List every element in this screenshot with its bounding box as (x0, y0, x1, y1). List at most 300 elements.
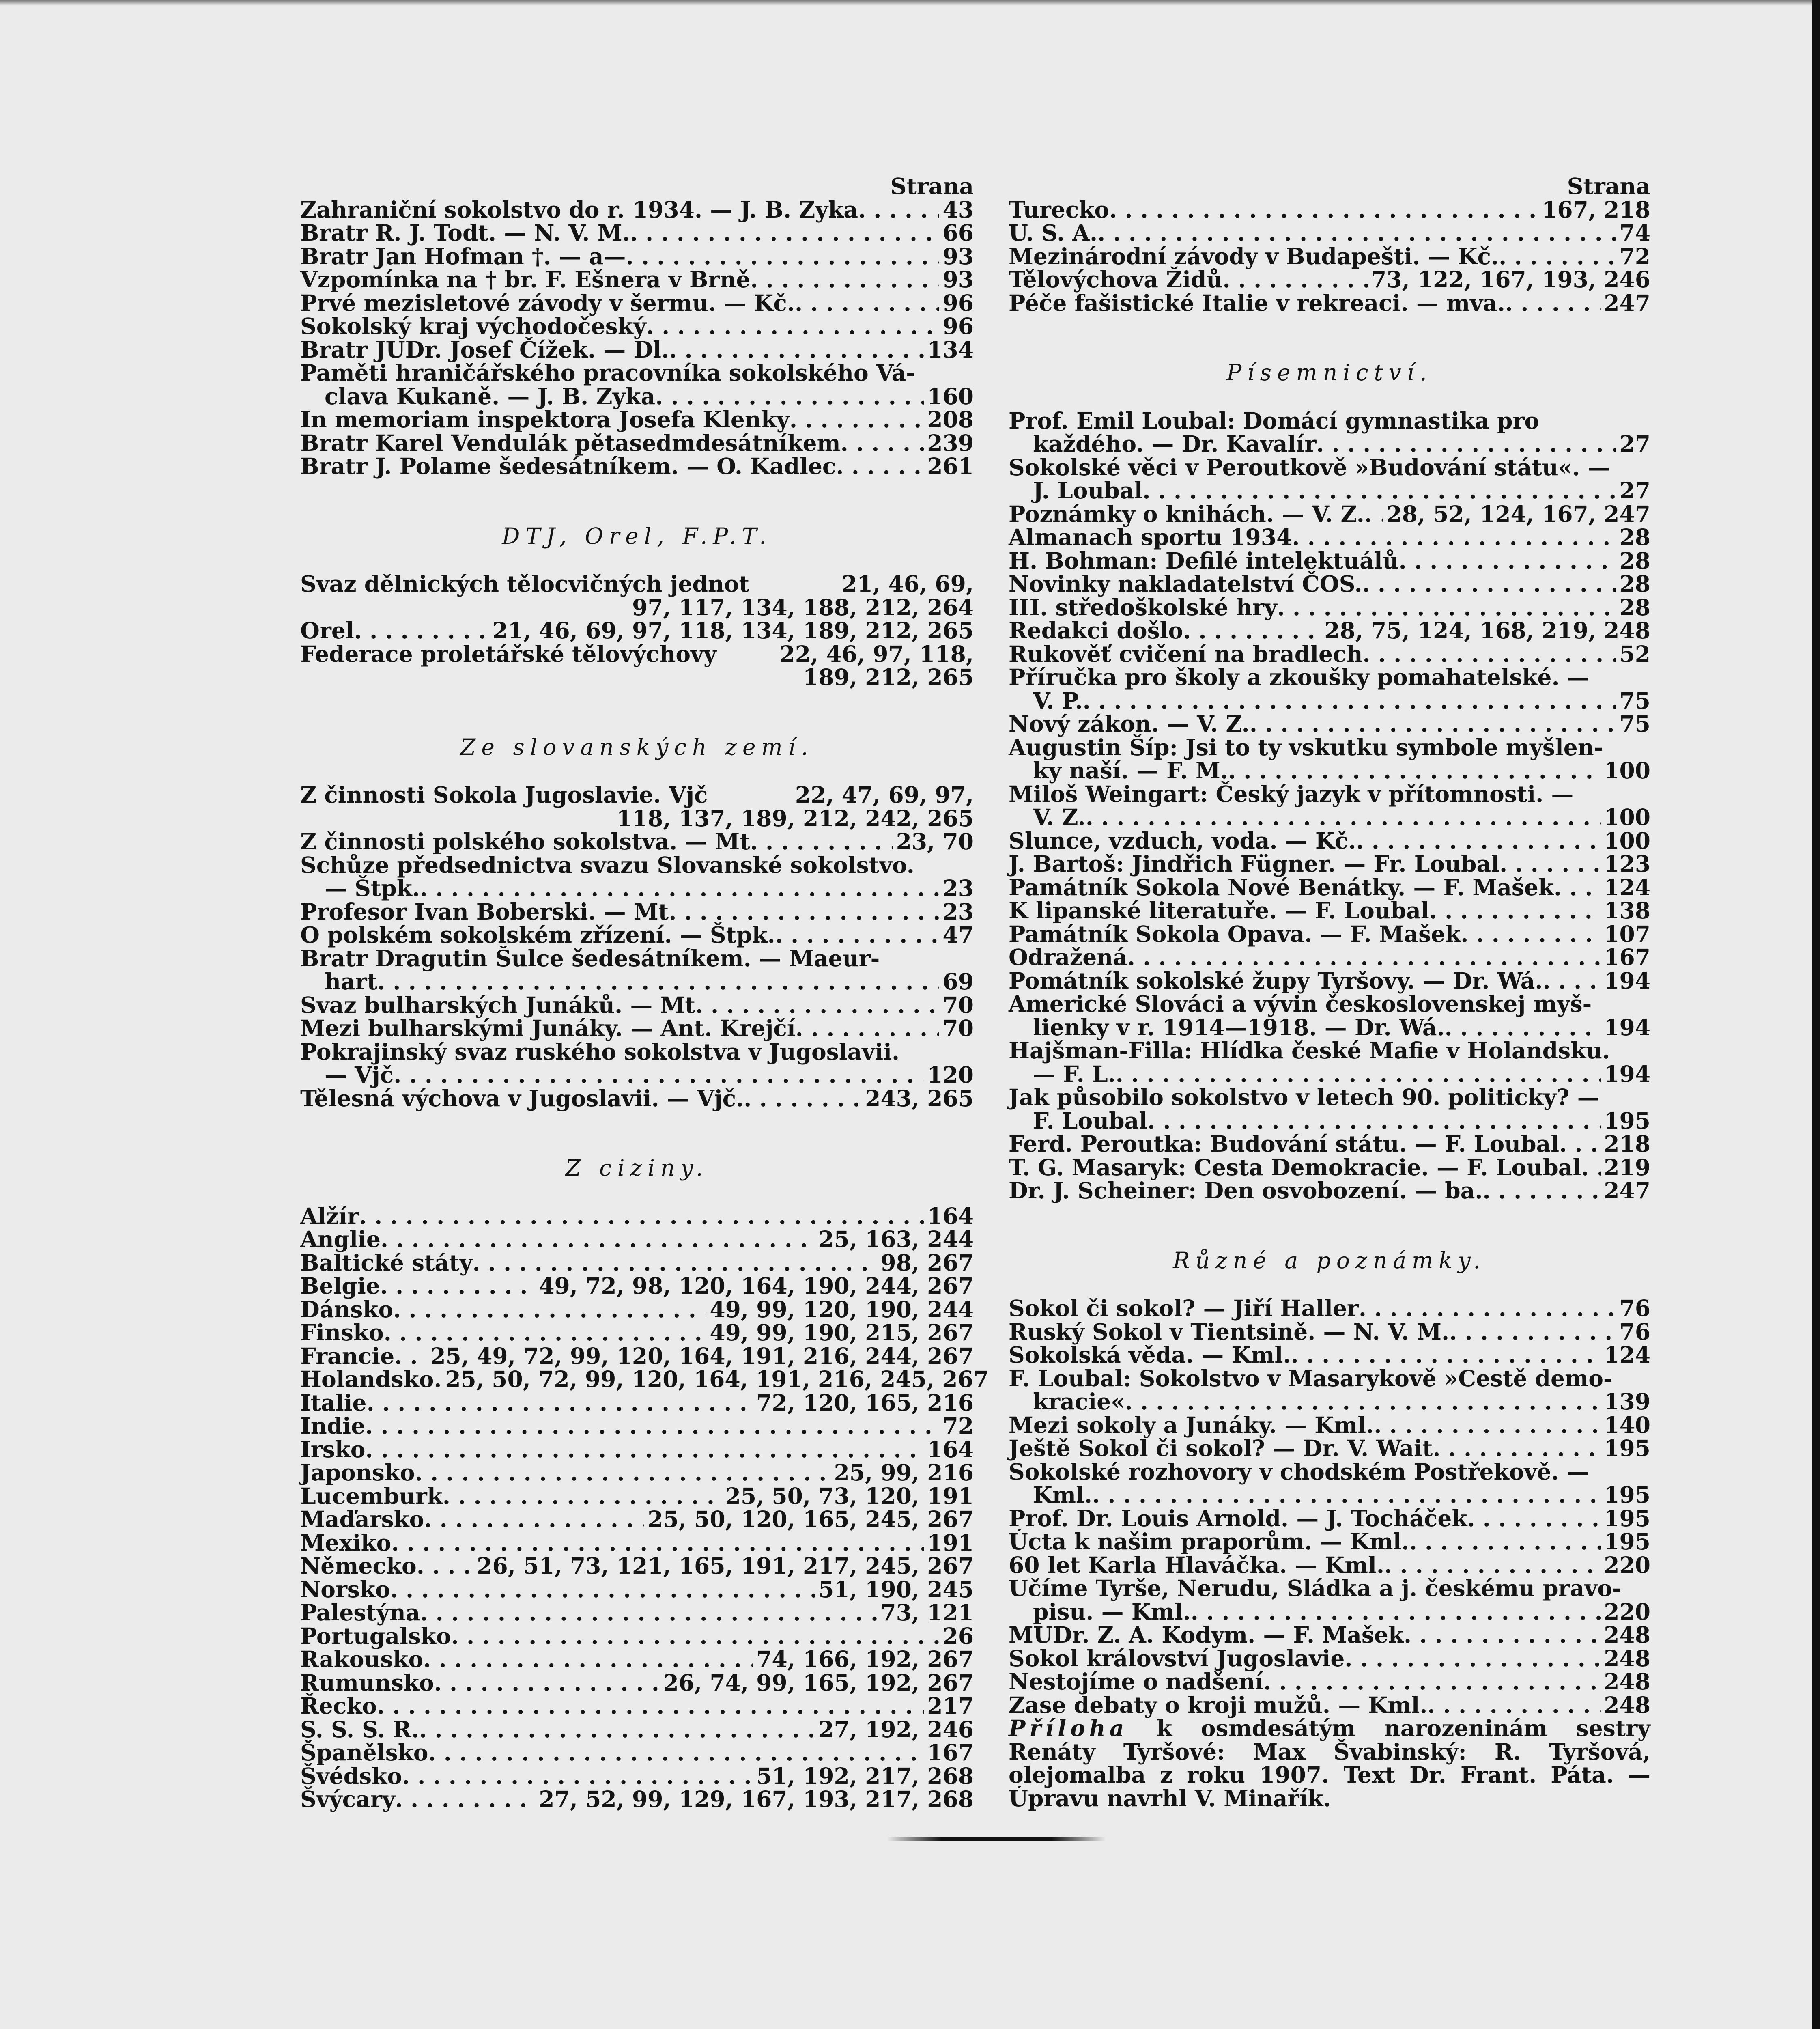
dot-leader (655, 385, 924, 408)
index-entry (300, 221, 974, 245)
dot-leader (1505, 291, 1601, 315)
entry-title: Úcta k našim praporům. — Kml. (1009, 1528, 1409, 1555)
entry-pages: 140 (1604, 1411, 1650, 1438)
entry-title: Baltické státy (300, 1249, 473, 1276)
entry-title: Sokol království Jugoslavie (1009, 1645, 1345, 1671)
dot-leader (1127, 946, 1601, 969)
dot-leader (1364, 502, 1383, 526)
index-entry (1009, 1086, 1650, 1109)
entry-pages: 124 (1604, 1342, 1650, 1368)
supplement-lead: Příloha (1009, 1715, 1128, 1741)
entry-title: H. Bohman: Defilé intelektuálů (1009, 547, 1399, 574)
entry-title: S. S. S. R. (300, 1716, 420, 1743)
entry-pages: 97, 117, 134, 188, 212, 264 (632, 594, 974, 620)
dot-leader (423, 1648, 753, 1671)
entry-title: Italie (300, 1389, 367, 1416)
index-entry (300, 454, 974, 478)
index-entry (300, 666, 974, 689)
entry-pages: 72, 120, 165, 216 (756, 1389, 974, 1416)
entry-title: Ferd. Peroutka: Budování státu. — F. Loubal (1009, 1131, 1560, 1157)
entry-pages: 96 (942, 289, 974, 316)
dot-leader (1542, 969, 1601, 993)
entry-title: Portugalsko (300, 1622, 451, 1649)
index-entry (300, 1344, 974, 1368)
entry-title: Dánsko (300, 1296, 394, 1323)
index-entry (1009, 1039, 1650, 1062)
entry-pages: 120 (927, 1062, 974, 1088)
index-entry (1009, 689, 1650, 713)
entry-title: Vzpomínka na † br. F. Ešnera v Brně (300, 266, 751, 293)
dot-leader (1467, 1507, 1601, 1530)
index-entry (300, 1366, 989, 1392)
index-entry (1009, 1507, 1650, 1530)
entry-title: Památník Sokola Nové Benátky. — F. Mašek (1009, 874, 1554, 900)
entry-pages: 23 (942, 898, 974, 925)
entry-title: Zahraniční sokolstvo do r. 1934. — J. B. Zyka (300, 196, 858, 223)
dot-leader (402, 1764, 753, 1788)
dot-leader (377, 1694, 924, 1718)
entry-title: Irsko (300, 1436, 366, 1463)
entry-title: Bratr JUDr. Josef Čížek. — Dl. (300, 336, 669, 363)
entry-pages: 194 (1604, 1060, 1650, 1087)
entry-title: Redakci došlo (1009, 617, 1183, 644)
index-entry (300, 1788, 974, 1811)
dot-leader (1109, 198, 1538, 222)
index-entry (1009, 1483, 1650, 1507)
index-entry (1009, 1297, 1650, 1320)
dot-leader (1559, 1132, 1601, 1156)
index-entry (1009, 852, 1650, 876)
dot-leader (1499, 245, 1616, 268)
dot-leader (1499, 852, 1601, 876)
index-entry (300, 947, 974, 970)
entry-pages: 219 (1604, 1154, 1650, 1180)
entry-pages: 51, 190, 245 (818, 1576, 974, 1603)
entry-title: Péče fašistické Italie v rekreaci. — mva. (1009, 289, 1505, 316)
index-entry (1009, 549, 1650, 573)
entry-title: lienky v r. 1914—1918. — Dr. Wá. (1033, 1014, 1445, 1040)
index-entry (300, 361, 974, 385)
index-entry (300, 619, 974, 642)
dot-leader (420, 877, 939, 900)
entry-pages: 139 (1604, 1388, 1650, 1415)
entry-title: Holandsko (300, 1366, 434, 1392)
entry-pages: 75 (1619, 711, 1650, 737)
index-entry (300, 1017, 974, 1040)
section-title-literature: Písemnictví. (1226, 360, 1433, 386)
entry-pages: 70 (942, 1015, 974, 1041)
entry-pages: 160 (927, 383, 974, 409)
index-entry (300, 385, 974, 408)
entry-title: Dr. J. Scheiner: Den osvobození. — ba. (1009, 1177, 1483, 1204)
entry-pages: 73, 121 (880, 1599, 974, 1626)
entry-title: V. P. (1033, 687, 1083, 714)
index-entry (1009, 1600, 1650, 1624)
index-entry (300, 1414, 974, 1438)
dot-leader (1183, 619, 1321, 642)
index-entry (1009, 1132, 1650, 1156)
index-entry (300, 1087, 974, 1110)
dot-leader (1445, 1016, 1601, 1039)
index-entry (1009, 1460, 1650, 1484)
entry-pages: 167 (1604, 944, 1650, 970)
entry-pages: 248 (1604, 1691, 1650, 1718)
index-entry (300, 1484, 974, 1508)
entry-title: Mezi sokoly a Junáky. — Kml. (1009, 1411, 1374, 1438)
dot-leader (359, 1204, 924, 1228)
index-entry (1009, 1390, 1650, 1413)
entry-pages: 72 (942, 1413, 974, 1439)
entry-title: Prof. Dr. Louis Arnold. — J. Tocháček (1009, 1505, 1467, 1531)
index-entry (1009, 1320, 1650, 1344)
entry-title: clava Kukaně. — J. B. Zyka (325, 383, 656, 409)
entry-pages: 248 (1604, 1668, 1650, 1695)
entry-pages: 261 (927, 453, 974, 479)
entry-title: Sokolské rozhovory v chodském Postřekově. — (1009, 1458, 1589, 1485)
dot-leader (434, 1671, 660, 1695)
entry-title: Prof. Emil Loubal: Domácí gymnastika pro (1009, 407, 1540, 434)
entry-title: Orel (300, 617, 354, 644)
dot-leader (1345, 1647, 1601, 1670)
index-entry (300, 1251, 974, 1275)
dot-leader (434, 1368, 442, 1391)
page-column-header: Strana (890, 173, 974, 199)
index-entry (300, 1274, 974, 1298)
dot-leader (1097, 221, 1616, 245)
index-entry (300, 1228, 974, 1251)
entry-pages: 189, 212, 265 (802, 664, 974, 690)
dot-leader (380, 1274, 536, 1298)
entry-title: Mezinárodní závody v Budapešti. — Kč. (1009, 243, 1499, 269)
index-entry (1009, 992, 1650, 1016)
entry-title: Památník Sokola Opava. — F. Mašek (1009, 920, 1461, 947)
entry-title: Poznámky o knihách. — V. Z. (1009, 500, 1364, 527)
entry-title: Nestojíme o nadšení (1009, 1668, 1264, 1695)
entry-title: F. Loubal (1033, 1107, 1148, 1134)
index-entry (1009, 291, 1650, 315)
entry-title: Německo (300, 1553, 417, 1579)
entry-title: Americké Slováci a vývin československej myš- (1009, 991, 1592, 1017)
entry-title: Palestýna (300, 1599, 420, 1626)
entry-pages: 124 (1604, 874, 1650, 900)
entry-title: Miloš Weingart: Český jazyk v přítomnosti. — (1009, 780, 1574, 807)
entry-title: Augustin Šíp: Jsi to ty vskutku symbole myšlen- (1009, 734, 1603, 760)
dot-leader (428, 1741, 924, 1764)
dot-leader (775, 923, 940, 947)
entry-title: Švédsko (300, 1762, 402, 1789)
right-column (1009, 174, 1650, 1810)
index-entry (300, 1391, 974, 1415)
entry-title: Turecko (1009, 196, 1110, 223)
entry-pages: 217 (927, 1693, 974, 1719)
index-entry (1009, 1062, 1650, 1086)
entry-title: Novinky nakladatelství ČOS. (1009, 571, 1362, 597)
index-entry (1009, 712, 1650, 736)
index-entry (1009, 876, 1650, 899)
index-entry (300, 291, 974, 315)
dot-leader (395, 1788, 536, 1811)
entry-pages: 26, 74, 99, 165, 192, 267 (663, 1669, 974, 1696)
index-entry (300, 642, 974, 666)
entry-pages: 74 (1619, 220, 1650, 246)
entry-pages: 21, 46, 69, (841, 571, 974, 597)
index-entry (1009, 1693, 1650, 1717)
entry-title: Bratr Jan Hofman †. — a— (300, 243, 626, 269)
index-entry (1009, 922, 1650, 946)
index-entry (1009, 1437, 1650, 1460)
dot-leader (472, 1251, 877, 1275)
foreign-list (300, 1202, 989, 1812)
entry-title: Finsko (300, 1319, 384, 1346)
index-entry (300, 1694, 974, 1718)
entry-pages: 167 (927, 1739, 974, 1766)
entry-pages: 194 (1604, 1014, 1650, 1040)
entry-title: V. Z. (1033, 804, 1086, 830)
entry-title: Mexiko (300, 1529, 392, 1556)
entry-title: Zase debaty o kroji mužů. — Kml. (1009, 1691, 1428, 1718)
index-entry (1009, 1179, 1650, 1202)
section-title-misc: Různé a poznámky. (1173, 1247, 1486, 1273)
entry-pages: 49, 99, 120, 190, 244 (710, 1296, 974, 1323)
index-entry (300, 1063, 974, 1087)
dot-leader (750, 830, 893, 853)
index-entry (1009, 479, 1650, 502)
entry-pages: 52 (1619, 640, 1650, 667)
entry-pages: 243, 265 (865, 1085, 974, 1111)
index-entry (300, 1298, 974, 1321)
dot-leader (1409, 1530, 1601, 1553)
dot-leader (858, 198, 939, 222)
dot-leader (1433, 1437, 1601, 1460)
dot-leader (390, 1578, 815, 1601)
entry-title: Učíme Tyrše, Nerudu, Sládka a j. českému pravo- (1009, 1575, 1622, 1601)
entry-pages: 51, 192, 217, 268 (756, 1762, 974, 1789)
entry-pages: 220 (1604, 1551, 1650, 1578)
dot-leader (1116, 1062, 1601, 1086)
index-entry (300, 245, 974, 268)
dot-leader (1223, 268, 1368, 291)
entry-title: Bratr R. J. Todt. — N. V. M. (300, 220, 630, 246)
dot-leader (1363, 642, 1616, 666)
index-entry (300, 1508, 974, 1531)
entry-pages: 118, 137, 189, 212, 242, 265 (616, 805, 974, 831)
index-entry (1009, 1670, 1650, 1693)
intro-list (1009, 198, 1650, 315)
entry-pages: 26, 51, 73, 121, 165, 191, 217, 245, 267 (477, 1553, 974, 1579)
index-entry (1009, 596, 1650, 619)
dot-leader (1374, 1413, 1601, 1437)
entry-pages: 100 (1604, 757, 1650, 784)
section-title-foreign: Z ciziny. (565, 1155, 709, 1181)
entry-pages: 164 (927, 1202, 974, 1229)
entry-title: Francie (300, 1342, 395, 1369)
index-entry (1009, 642, 1650, 666)
entry-title: F. Loubal: Sokolstvo v Masarykově »Cestě demo- (1009, 1365, 1613, 1391)
index-entry (1009, 1413, 1650, 1437)
index-entry (300, 1764, 974, 1788)
index-entry (300, 408, 974, 431)
entry-pages: 164 (927, 1436, 974, 1463)
left-column (300, 173, 989, 1812)
entry-pages: 123 (1604, 851, 1650, 877)
index-entry (300, 1531, 974, 1555)
index-entry (300, 198, 974, 222)
index-entry (300, 1718, 974, 1741)
entry-pages: 28 (1619, 524, 1650, 550)
entry-pages: 208 (927, 406, 974, 433)
index-entry (1009, 221, 1650, 245)
index-entry (1009, 456, 1650, 479)
dot-leader (1292, 526, 1616, 549)
entry-title: Sokol či sokol? — Jiří Haller (1009, 1295, 1359, 1321)
dot-leader (1277, 596, 1616, 619)
dot-leader (1362, 572, 1616, 596)
entry-title: Sokolský kraj východočeský (300, 313, 646, 339)
index-entry (300, 993, 974, 1017)
entry-title: U. S. A. (1009, 220, 1098, 246)
supplement-note (1009, 1717, 1650, 1810)
index-entry (1009, 1623, 1650, 1647)
index-entry (300, 1554, 974, 1578)
index-entry (300, 900, 974, 924)
dot-leader (419, 1718, 815, 1741)
index-entry (300, 1741, 974, 1764)
entry-title: J. Bartoš: Jindřich Fügner. — Fr. Loubal (1009, 851, 1500, 877)
dot-leader (365, 1438, 924, 1461)
entry-title: Japonsko (300, 1459, 415, 1486)
index-entry (1009, 1016, 1650, 1039)
dot-leader (1483, 1179, 1601, 1202)
index-entry (1009, 1109, 1650, 1133)
entry-title: Bratr Dragutin Šulce šedesátníkem. — Maeur- (300, 945, 880, 971)
section-title-dtj: DTJ, Orel, F.P.T. (502, 523, 772, 549)
index-entry (1009, 782, 1650, 806)
index-entry (300, 1601, 974, 1624)
dot-leader (1092, 1483, 1601, 1507)
index-entry (1009, 1553, 1650, 1577)
dot-leader (424, 1508, 644, 1531)
entry-pages: 247 (1604, 1177, 1650, 1204)
entry-pages: 195 (1604, 1528, 1650, 1555)
index-entry (300, 1040, 974, 1064)
index-entry (1009, 1343, 1650, 1367)
index-entry (300, 1578, 974, 1601)
dtj-list (300, 572, 974, 689)
entry-title: Tělesná výchova v Jugoslavii. — Vjč. (300, 1085, 744, 1111)
dot-leader (790, 408, 924, 431)
entry-title: Lucemburk (300, 1482, 443, 1509)
index-entry (1009, 1647, 1650, 1670)
index-entry (300, 830, 974, 853)
index-entry (1009, 1530, 1650, 1553)
dot-leader (1228, 759, 1601, 782)
entry-title: každého. — Dr. Kavalír (1033, 431, 1317, 457)
entry-pages: 72 (1619, 243, 1650, 269)
entry-title: Řecko (300, 1693, 377, 1719)
dot-leader (420, 1601, 877, 1624)
dot-leader (417, 1554, 473, 1578)
entry-pages: 25, 163, 244 (818, 1226, 974, 1252)
misc-list (1009, 1297, 1650, 1717)
entry-title: Anglie (300, 1226, 381, 1252)
dot-leader (391, 1531, 924, 1555)
dot-leader (1086, 806, 1601, 829)
entry-pages: 247 (1604, 289, 1650, 316)
index-entry (1009, 806, 1650, 829)
entry-title: kracie« (1033, 1388, 1125, 1415)
page-right-edge (1812, 0, 1820, 2029)
dot-leader (744, 1087, 862, 1110)
entry-pages: 248 (1604, 1622, 1650, 1648)
entry-pages: 69 (942, 968, 974, 995)
entry-pages: 134 (927, 336, 974, 363)
index-entry (1009, 829, 1650, 853)
entry-pages: 75 (1619, 687, 1650, 714)
index-entry (300, 783, 974, 807)
entry-title: Alžír (300, 1202, 359, 1229)
index-entry (1009, 899, 1650, 922)
dot-leader (1191, 1600, 1601, 1624)
entry-pages: 73, 122, 167, 193, 246 (1371, 266, 1650, 293)
entry-title: T. G. Masaryk: Cesta Demokracie. — F. Loubal (1009, 1154, 1581, 1180)
entry-title: Z činnosti polského sokolstva. — Mt (300, 828, 750, 855)
entry-pages: 76 (1619, 1295, 1650, 1321)
entry-pages: 23, 70 (896, 828, 974, 855)
entry-pages: 195 (1604, 1482, 1650, 1508)
entry-title: Rumunsko (300, 1669, 434, 1696)
entry-title: Mezi bulharskými Junáky. — Ant. Krejčí (300, 1015, 796, 1041)
entry-title: Bratr Karel Vendulák pětasedmdesátníkem (300, 429, 841, 456)
index-entry (300, 268, 974, 291)
dot-leader (695, 993, 940, 1017)
entry-pages: 28, 75, 124, 168, 219, 248 (1324, 617, 1650, 644)
entry-pages: 25, 50, 72, 99, 120, 164, 191, 216, 245, 267 (445, 1366, 989, 1392)
entry-pages: 248 (1604, 1645, 1650, 1671)
dot-leader (415, 1461, 831, 1484)
dot-leader (451, 1624, 940, 1648)
entry-pages: 28 (1619, 594, 1650, 620)
index-entry (1009, 1367, 1650, 1390)
entry-title: — Vjč (325, 1062, 394, 1088)
entry-title: Příručka pro školy a zkoušky pomahatelské. — (1009, 664, 1590, 690)
entry-title: Rukověť cvičení na bradlech (1009, 640, 1363, 667)
index-entry (1009, 1156, 1650, 1179)
entry-title: Bratr J. Polame šedesátníkem. — O. Kadlec (300, 453, 836, 479)
index-entry (300, 431, 974, 455)
entry-title: III. středoškolské hry (1009, 594, 1277, 620)
entry-pages: 195 (1604, 1505, 1650, 1531)
entry-pages: 43 (942, 196, 974, 223)
dot-leader (1147, 1109, 1601, 1133)
entry-pages: 27 (1619, 477, 1650, 504)
entry-pages: 22, 46, 97, 118, (779, 640, 974, 667)
entry-pages: 191 (927, 1529, 974, 1556)
entry-title: Norsko (300, 1576, 390, 1603)
entry-pages: 27, 52, 99, 129, 167, 193, 217, 268 (539, 1786, 974, 1812)
entry-title: Pokrajinský svaz ruského sokolstva v Jugoslavii. (300, 1038, 900, 1065)
entry-title: MUDr. Z. A. Kodym. — F. Mašek (1009, 1622, 1404, 1648)
dot-leader (1429, 899, 1601, 922)
dot-leader (1250, 712, 1616, 736)
dot-leader (394, 1344, 427, 1368)
intro-list (300, 198, 974, 478)
index-entry (1009, 666, 1650, 689)
entry-title: Nový zákon. — V. Z. (1009, 711, 1250, 737)
entry-pages: 74, 166, 192, 267 (756, 1646, 974, 1672)
entry-title: Federace proletářské tělovýchovy (300, 640, 716, 667)
dot-leader (443, 1484, 722, 1508)
index-entry (1009, 1577, 1650, 1600)
